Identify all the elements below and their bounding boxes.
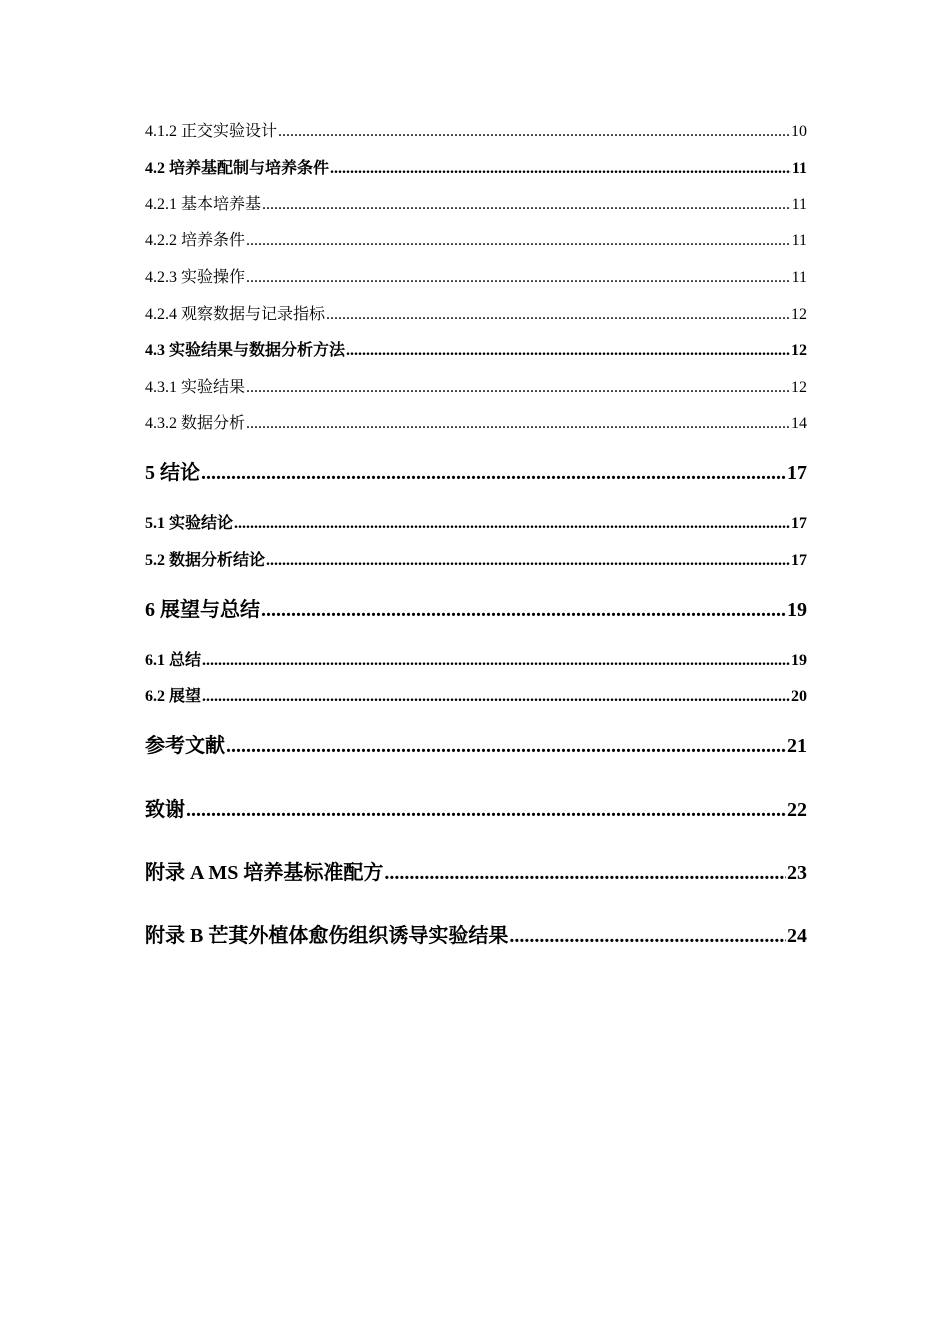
- toc-entry[interactable]: [145, 118, 807, 141]
- toc-dot-leader: [330, 160, 791, 178]
- toc-entry-page: 20: [791, 688, 807, 705]
- toc-entry[interactable]: [145, 729, 807, 758]
- toc-entry-page: 21: [787, 735, 807, 757]
- toc-entry-title: 致谢: [145, 799, 185, 821]
- toc-entry-title: 4.2.2 培养条件: [145, 232, 246, 249]
- toc-entry-page: 11: [791, 196, 807, 213]
- toc-dot-leader: [226, 735, 786, 758]
- toc-entry-title: 5.1 实验结论: [145, 515, 234, 532]
- toc-entry[interactable]: [145, 547, 807, 570]
- toc-entry-title: 4.2 培养基配制与培养条件: [145, 160, 330, 177]
- toc-entry[interactable]: [145, 919, 807, 948]
- toc-entry[interactable]: [145, 856, 807, 885]
- toc-entry-page: 12: [791, 379, 807, 396]
- toc-entry-title: 4.3.1 实验结果: [145, 379, 246, 396]
- toc-entry[interactable]: [145, 227, 807, 250]
- toc-entry-title: 6 展望与总结: [145, 599, 260, 621]
- toc-entry-title: 6.2 展望: [145, 688, 202, 705]
- toc-entry[interactable]: [145, 683, 807, 706]
- toc-entry[interactable]: [145, 301, 807, 324]
- toc-entry-title: 6.1 总结: [145, 652, 202, 669]
- toc-entry-title: 4.2.3 实验操作: [145, 269, 246, 286]
- toc-entry[interactable]: [145, 374, 807, 397]
- toc-dot-leader: [384, 862, 786, 885]
- toc-entry[interactable]: [145, 264, 807, 287]
- toc-entry-title: 4.1.2 正交实验设计: [145, 123, 278, 140]
- toc-entry-page: 17: [787, 462, 807, 484]
- toc-entry-page: 24: [787, 925, 807, 947]
- toc-entry-page: 10: [791, 123, 807, 140]
- toc-entry-page: 12: [791, 306, 807, 323]
- toc-entry-title: 参考文献: [145, 735, 225, 757]
- toc-entry-title: 附录 B 芒萁外植体愈伤组织诱导实验结果: [145, 925, 509, 947]
- toc-dot-leader: [246, 232, 791, 250]
- toc-dot-leader: [201, 462, 786, 485]
- toc-dot-leader: [186, 799, 786, 822]
- toc-entry-page: 17: [791, 515, 807, 532]
- toc-entry[interactable]: [145, 456, 807, 485]
- toc-entry-page: 12: [791, 342, 807, 359]
- toc-dot-leader: [202, 688, 790, 706]
- toc-dot-leader: [266, 552, 790, 570]
- toc-entry-page: 17: [791, 552, 807, 569]
- toc-entry-title: 4.3.2 数据分析: [145, 415, 246, 432]
- toc-entry-page: 23: [787, 862, 807, 884]
- toc-dot-leader: [346, 342, 790, 360]
- toc-dot-leader: [202, 652, 790, 670]
- toc-entry-page: 19: [787, 599, 807, 621]
- toc-entry-page: 22: [787, 799, 807, 821]
- toc-entry[interactable]: [145, 191, 807, 214]
- toc-dot-leader: [326, 306, 790, 324]
- toc-dot-leader: [246, 415, 790, 433]
- toc-entry-title: 5 结论: [145, 462, 200, 484]
- toc-entry-page: 11: [791, 269, 807, 286]
- toc-entry-title: 附录 A MS 培养基标准配方: [145, 862, 384, 884]
- toc-dot-leader: [246, 379, 790, 397]
- toc-entry-title: 5.2 数据分析结论: [145, 552, 266, 569]
- toc-entry[interactable]: [145, 337, 807, 360]
- toc-entry[interactable]: [145, 793, 807, 822]
- toc-entry[interactable]: [145, 510, 807, 533]
- toc-dot-leader: [234, 515, 790, 533]
- toc-entry[interactable]: [145, 155, 807, 178]
- toc-entry[interactable]: [145, 410, 807, 433]
- toc-entry-page: 19: [791, 652, 807, 669]
- toc-dot-leader: [261, 599, 786, 622]
- toc-entry-page: 11: [791, 160, 807, 177]
- toc-dot-leader: [278, 123, 790, 141]
- toc-entry-page: 11: [791, 232, 807, 249]
- toc-entry-title: 4.2.4 观察数据与记录指标: [145, 306, 326, 323]
- toc-entry-title: 4.2.1 基本培养基: [145, 196, 262, 213]
- toc-dot-leader: [246, 269, 791, 287]
- toc-entry[interactable]: [145, 647, 807, 670]
- toc-entry-page: 14: [791, 415, 807, 432]
- toc-dot-leader: [262, 196, 791, 214]
- toc-entry[interactable]: [145, 593, 807, 622]
- toc-dot-leader: [509, 925, 786, 948]
- toc-entry-title: 4.3 实验结果与数据分析方法: [145, 342, 346, 359]
